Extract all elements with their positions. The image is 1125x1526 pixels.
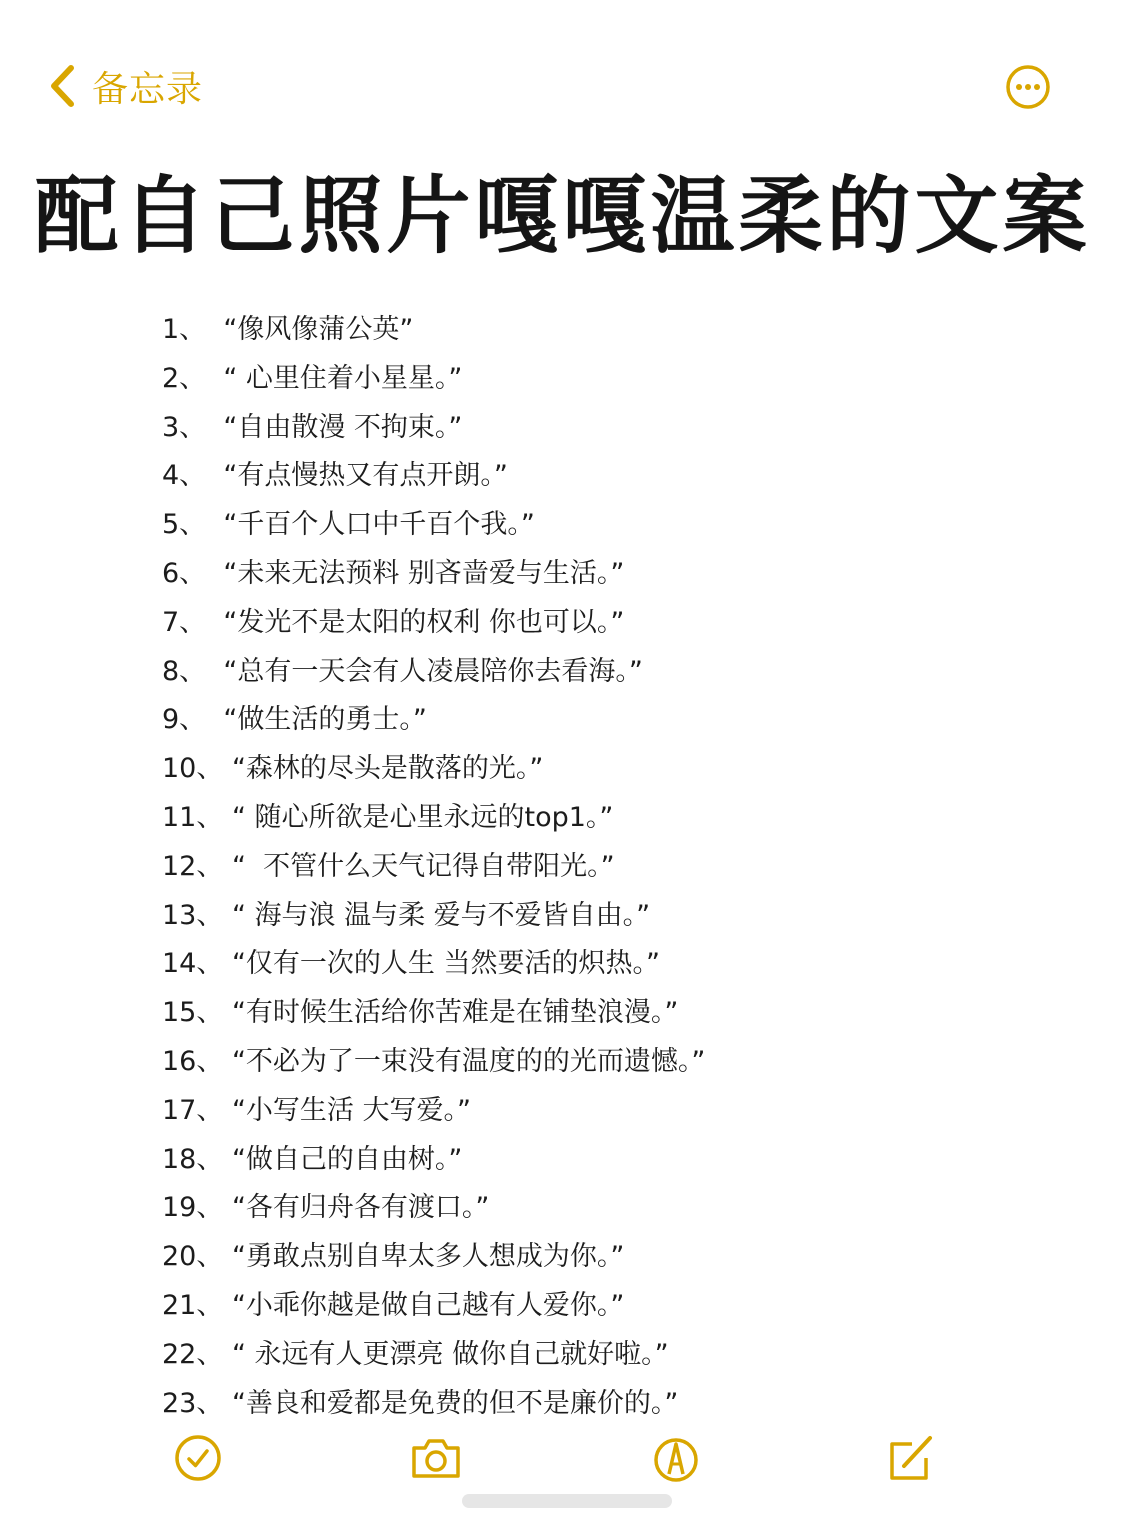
item-text: “ 海与浪 温与柔 爱与不爱皆自由。” (223, 899, 651, 931)
item-text: “ 不管什么天气记得自带阳光。” (223, 850, 615, 882)
compose-icon (882, 1430, 938, 1486)
item-text: “小写生活 大写爱。” (223, 1094, 471, 1126)
item-text: “森林的尽头是散落的光。” (223, 753, 544, 785)
item-number: 7、 (162, 606, 207, 638)
item-number: 8、 (162, 655, 207, 687)
pen-tip-circle-icon (648, 1430, 704, 1486)
item-number: 21、 (162, 1289, 224, 1321)
list-item (162, 696, 705, 745)
item-number: 12、 (162, 850, 224, 882)
markup-button[interactable] (648, 1430, 704, 1486)
list-item (162, 355, 705, 404)
page-title: 配自己照片嘎嘎温柔的文案 (34, 167, 1091, 265)
item-number: 13、 (162, 899, 224, 931)
list-item (162, 1331, 705, 1380)
item-text: “自由散漫 不拘束。” (206, 411, 463, 443)
item-number: 10、 (162, 753, 224, 785)
list-item (162, 306, 705, 355)
item-text: “各有归舟各有渡口。” (223, 1192, 490, 1224)
item-text: “总有一天会有人凌晨陪你去看海。” (206, 655, 643, 687)
item-number: 18、 (162, 1143, 224, 1175)
list-item (162, 940, 705, 989)
checkmark-circle-icon (170, 1430, 226, 1486)
item-text: “做自己的自由树。” (223, 1143, 463, 1175)
checklist-button[interactable] (170, 1430, 226, 1486)
item-text: “有时候生活给你苦难是在铺垫浪漫。” (223, 997, 679, 1029)
item-number: 1、 (162, 314, 207, 345)
item-number: 2、 (162, 362, 207, 394)
home-indicator (462, 1494, 672, 1508)
item-number: 4、 (162, 460, 207, 492)
item-number: 20、 (162, 1241, 224, 1273)
item-number: 6、 (162, 557, 207, 589)
item-number: 11、 (162, 801, 224, 833)
list-item (162, 452, 705, 501)
camera-button[interactable] (408, 1430, 464, 1486)
list-item (162, 1233, 705, 1282)
list-item (162, 404, 705, 453)
list-item (162, 1380, 705, 1429)
item-number: 3、 (162, 411, 207, 443)
item-number: 14、 (162, 948, 224, 980)
list-item (162, 550, 705, 599)
item-text: “仅有一次的人生 当然要活的炽热。” (223, 948, 660, 980)
item-text: “善良和爱都是免费的但不是廉价的。” (223, 1387, 679, 1419)
camera-icon (408, 1430, 464, 1486)
list-item (162, 1087, 705, 1136)
list-item (162, 794, 705, 843)
item-text: “ 永远有人更漂亮 做你自己就好啦。” (223, 1338, 669, 1370)
item-number: 9、 (162, 704, 207, 736)
list-item (162, 501, 705, 550)
back-button[interactable] (48, 62, 203, 110)
list-item (162, 1282, 705, 1331)
bottom-toolbar (0, 1426, 1125, 1490)
item-text: “ 随心所欲是心里永远的top1。” (223, 801, 614, 833)
compose-button[interactable] (882, 1430, 938, 1486)
item-text: “小乖你越是做自己越有人爱你。” (223, 1289, 625, 1321)
item-number: 17、 (162, 1094, 224, 1126)
list-item (162, 989, 705, 1038)
item-text: “做生活的勇士。” (206, 704, 427, 736)
back-label: 备忘录 (92, 68, 204, 110)
item-number: 5、 (162, 509, 207, 541)
list-item (162, 1184, 705, 1233)
item-text: “像风像蒲公英” (206, 314, 414, 345)
item-number: 23、 (162, 1387, 224, 1419)
list-item (162, 892, 705, 941)
item-text: “发光不是太阳的权利 你也可以。” (206, 606, 625, 638)
item-text: “ 心里住着小星星。” (206, 362, 463, 394)
list-item (162, 1136, 705, 1185)
item-number: 22、 (162, 1338, 224, 1370)
item-number: 19、 (162, 1192, 224, 1224)
item-number: 16、 (162, 1045, 224, 1077)
item-text: “未来无法预料 别吝啬爱与生活。” (206, 557, 625, 589)
list-item (162, 599, 705, 648)
list-item (162, 648, 705, 697)
list-item (162, 1038, 705, 1087)
item-text: “有点慢热又有点开朗。” (206, 460, 508, 492)
item-text: “勇敢点别自卑太多人想成为你。” (223, 1241, 625, 1273)
ellipsis-circle-icon (1005, 95, 1051, 114)
item-text: “不必为了一束没有温度的的光而遗憾。” (223, 1045, 706, 1077)
more-options-button[interactable] (1005, 64, 1051, 110)
item-text: “千百个人口中千百个我。” (206, 509, 535, 541)
list-item (162, 745, 705, 794)
item-number: 15、 (162, 997, 224, 1029)
nav-bar (0, 0, 1125, 150)
note-list (162, 306, 705, 1428)
chevron-left-icon (48, 64, 76, 108)
list-item (162, 843, 705, 892)
